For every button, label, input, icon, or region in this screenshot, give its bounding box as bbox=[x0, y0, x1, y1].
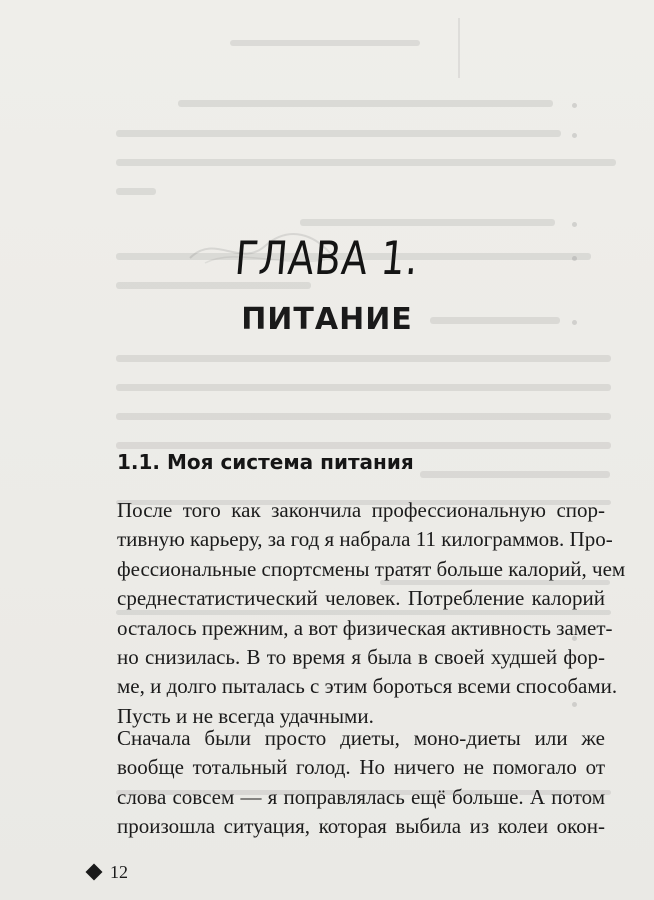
section-heading: 1.1. Моя система питания bbox=[117, 450, 414, 474]
text-line: Сначала были просто диеты, моно-диеты или же bbox=[117, 726, 605, 750]
chapter-subtitle: ПИТАНИЕ bbox=[241, 302, 413, 337]
text-line: После того как закончила профессиональную спор- bbox=[117, 498, 605, 522]
text-line: слова совсем — я поправлялась ещё больше. А потом bbox=[117, 784, 605, 809]
text-line: фессиональные спортсмены тратят больше калорий, чем bbox=[117, 556, 626, 581]
text-line: произошла ситуация, которая выбила из колеи окон- bbox=[117, 814, 605, 839]
paragraph-2 bbox=[117, 724, 605, 842]
text-line: Пусть и не всегда удачными. bbox=[117, 703, 374, 728]
text-line: тивную карьеру, за год я набрала 11 килограммов. Про- bbox=[117, 527, 613, 552]
text-line: вообще тотальный голод. Но ничего не помогало от bbox=[117, 755, 605, 780]
chapter-title: ГЛАВА 1. bbox=[232, 231, 422, 285]
text-line: осталось прежним, а вот физическая активность замет- bbox=[117, 615, 613, 640]
diamond-icon bbox=[86, 864, 103, 881]
paragraph-1 bbox=[117, 496, 626, 731]
page-number: 12 bbox=[110, 862, 128, 882]
text-line: среднестатистический человек. Потребление калорий bbox=[117, 586, 605, 611]
text-line: но снизилась. В то время я была в своей худшей фор- bbox=[117, 645, 605, 670]
page-footer bbox=[88, 862, 128, 882]
text-line: ме, и долго пыталась с этим бороться всеми способами. bbox=[117, 674, 618, 699]
